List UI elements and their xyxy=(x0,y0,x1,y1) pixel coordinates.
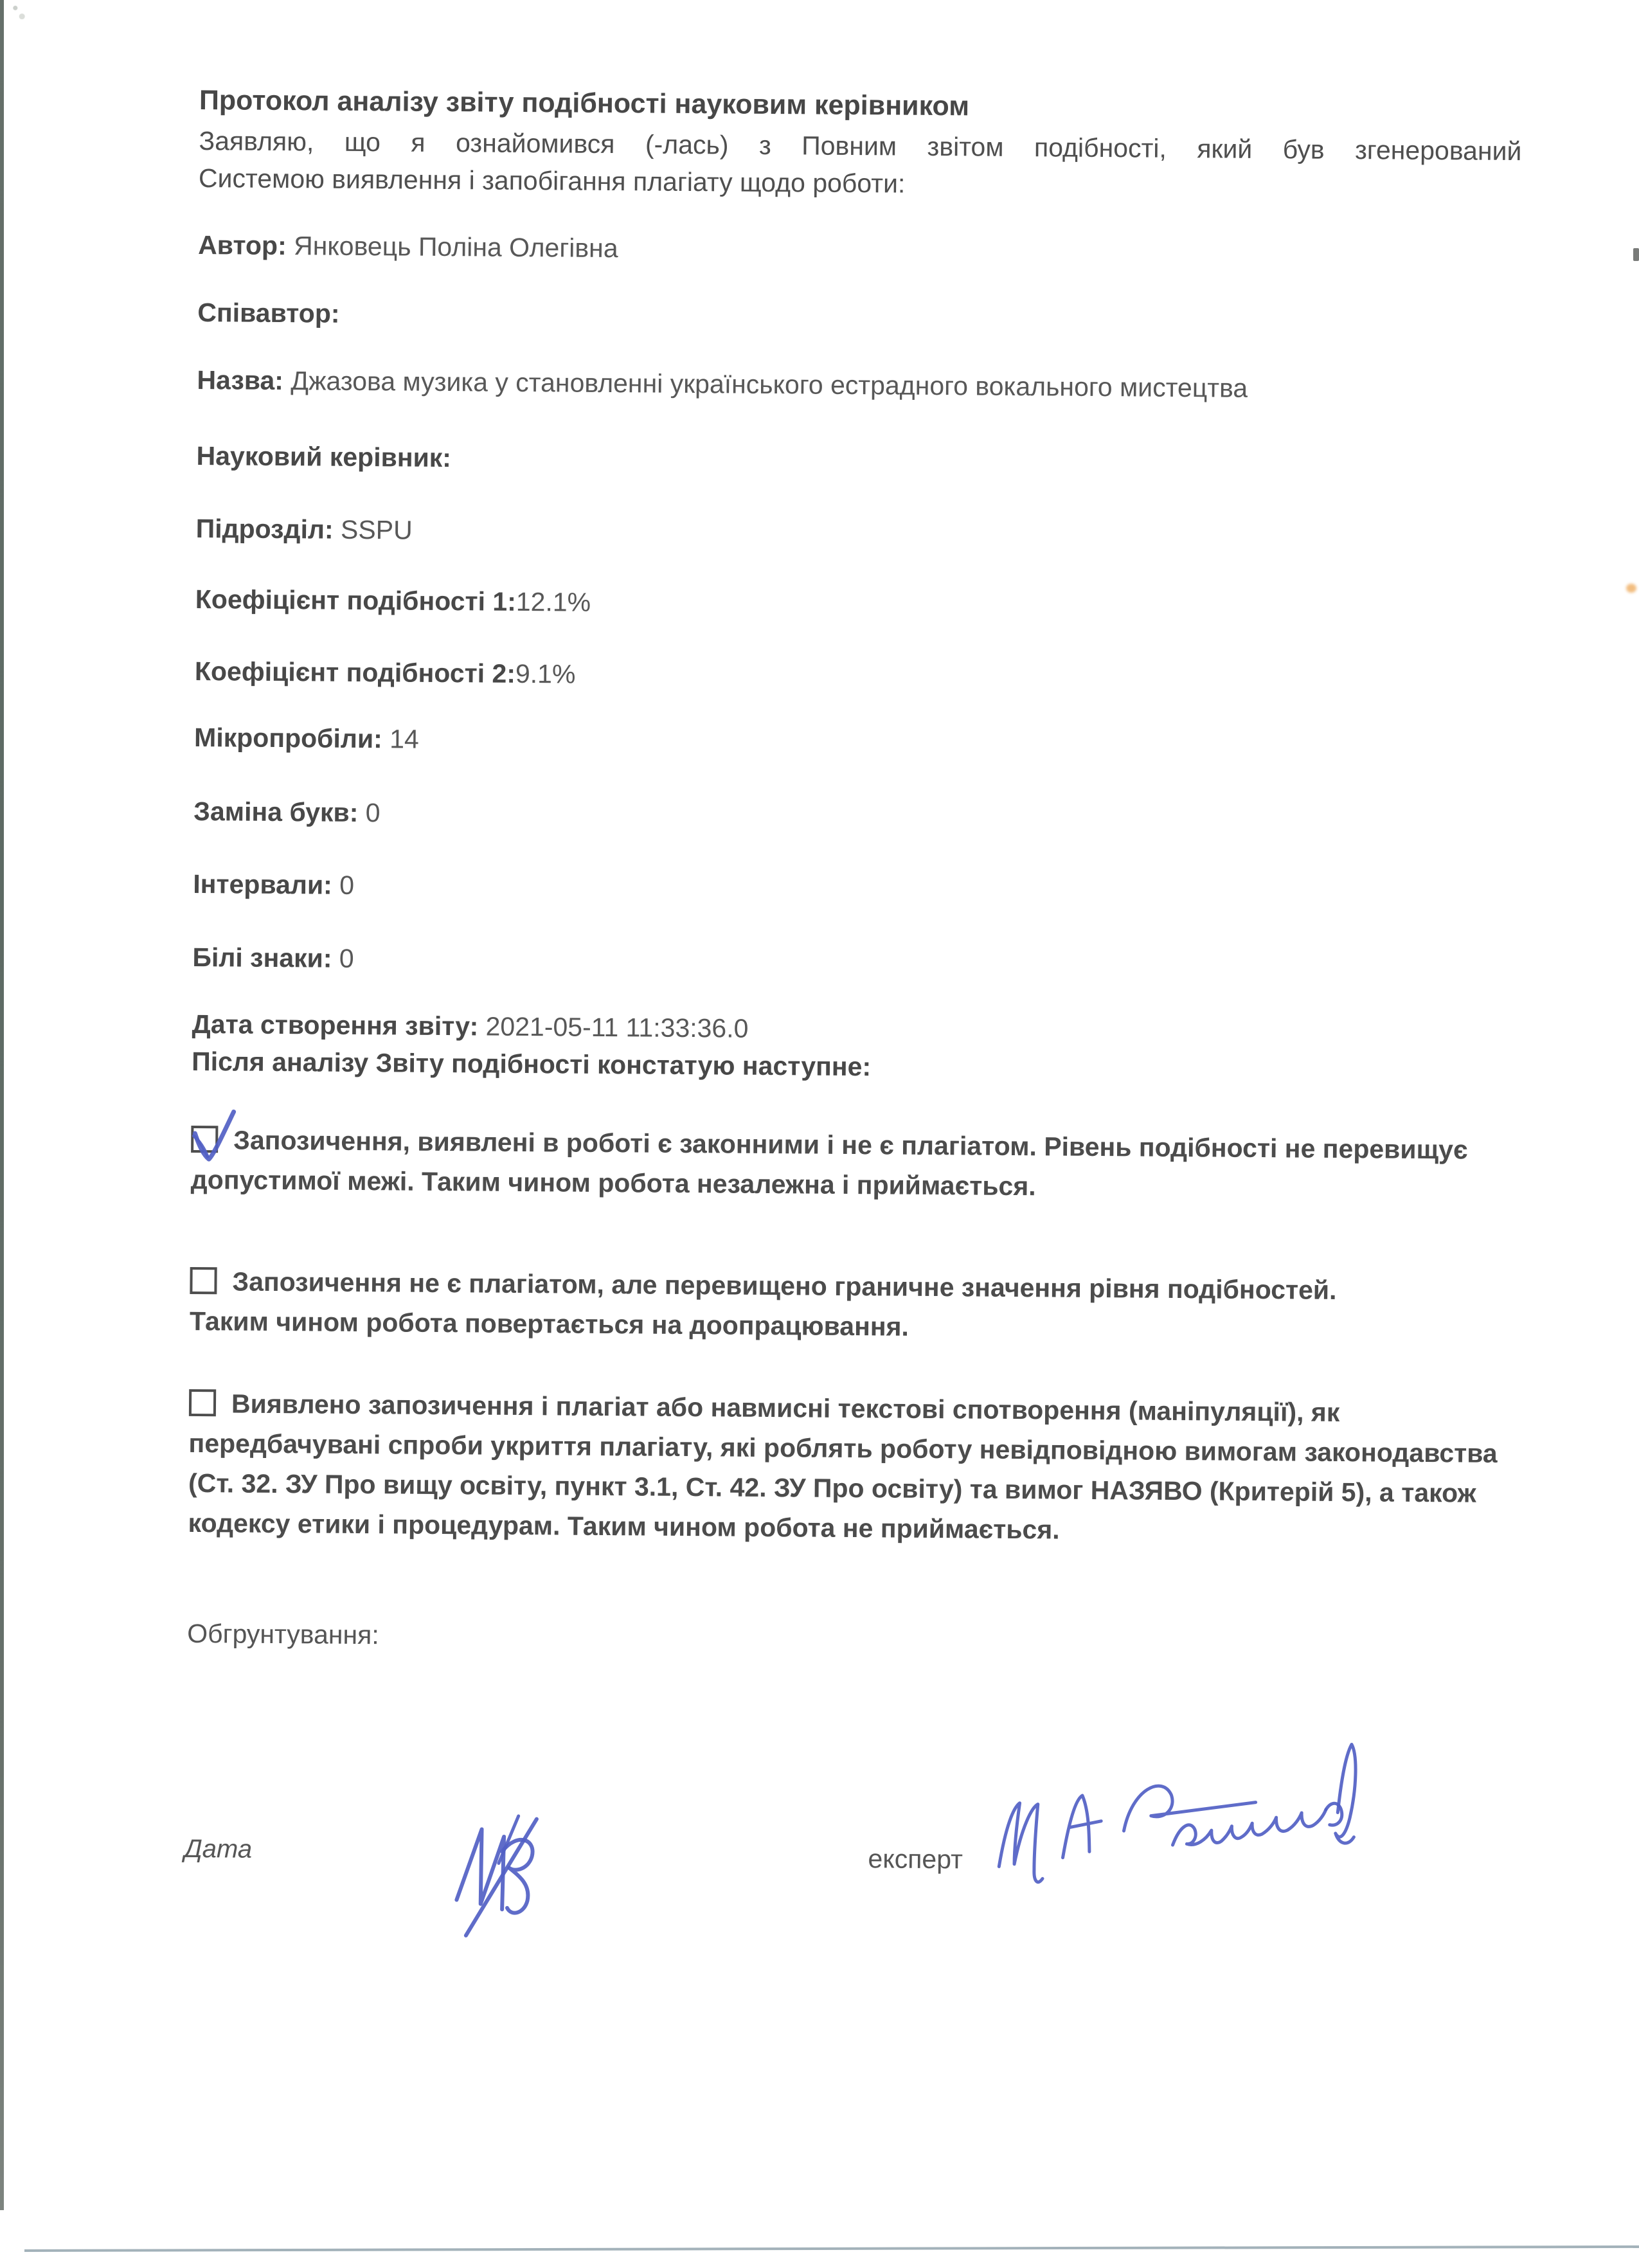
field-similarity-1-value: 12.1% xyxy=(516,587,591,617)
field-intervals xyxy=(193,869,1555,910)
field-intervals-value: 0 xyxy=(332,870,355,900)
scan-dash-right-edge xyxy=(1633,248,1639,261)
checkbox-box xyxy=(190,1267,217,1294)
option-rejected-checkbox[interactable] xyxy=(189,1389,216,1416)
option-rework-checkbox[interactable] xyxy=(190,1267,217,1294)
field-supervisor-label: Науковий керівник: xyxy=(196,441,451,473)
field-microspaces-value: 14 xyxy=(382,724,419,753)
field-white-signs-value: 0 xyxy=(332,944,354,973)
option-rework-text: Запозичення не є плагіатом, але перевищено граничне значення рівня подібностей. Таким чином робота повертається на доопрацювання. xyxy=(190,1266,1337,1341)
field-letter-substitution-value: 0 xyxy=(358,798,381,827)
field-author-label: Автор: xyxy=(198,230,287,260)
intro-paragraph-line2: Системою виявлення і запобігання плагіату щодо роботи: xyxy=(199,163,1521,204)
field-department-value: SSPU xyxy=(333,515,412,545)
scan-edge-left xyxy=(0,0,4,2210)
field-department-label: Підрозділ: xyxy=(196,514,334,544)
field-report-date-value: 2021-05-11 11:33:36.0 xyxy=(478,1011,749,1043)
statement-heading: Після аналізу Звіту подібності констатую наступне: xyxy=(192,1047,1516,1087)
option-accepted-text: Запозичення, виявлені в роботі є законними і не є плагіатом. Рівень подібності не перевищує допустимої межі. Таким чином робота незалежна і приймається. xyxy=(191,1125,1468,1201)
justification-label: Обгрунтування: xyxy=(187,1619,379,1650)
checkbox-box xyxy=(191,1126,218,1153)
field-similarity-1-label: Коефіцієнт подібності 1: xyxy=(195,584,516,616)
field-report-date xyxy=(192,1009,1554,1050)
scan-speck-topleft xyxy=(10,5,27,19)
field-coauthor-label: Співавтор: xyxy=(197,298,340,328)
intro-paragraph-line1: Заявляю, що я ознайомився (-лась) з Повним звітом подібності, який був згенерований xyxy=(199,126,1521,166)
field-microspaces-label: Мікропробіли: xyxy=(194,723,382,753)
option-accepted-checkbox[interactable] xyxy=(191,1126,218,1153)
field-coauthor xyxy=(197,298,1560,339)
field-white-signs xyxy=(192,942,1555,984)
scan-speck-orange xyxy=(1626,584,1636,593)
field-supervisor xyxy=(196,441,1559,482)
field-work-title-value: Джазова музика у становленні українського естрадного вокального мистецтва xyxy=(283,366,1248,403)
option-rejected-text: Виявлено запозичення і плагіат або навмисні текстові спотворення (маніпуляції), як передбачувані спроби укриття плагіату, які роблять роботу невідповідною вимогам законодавства (Ст. 32. ЗУ Про вищу освіту, пункт 3.1, Ст. 42. ЗУ Про освіту) та вимог НАЗЯВО (Критерій 5), а також кодексу етики і процедурам. Таким чином робота не приймається. xyxy=(188,1389,1498,1544)
page-title: Протокол аналізу звіту подібності науковим керівником xyxy=(199,85,1523,127)
expert-label: експерт xyxy=(868,1844,963,1875)
field-similarity-2-value: 9.1% xyxy=(515,659,576,689)
field-white-signs-label: Білі знаки: xyxy=(192,942,332,973)
option-rejected xyxy=(188,1383,1529,1553)
option-rework xyxy=(190,1261,1341,1350)
expert-signature xyxy=(972,1730,1368,1898)
field-letter-substitution xyxy=(193,797,1556,838)
field-similarity-1 xyxy=(195,584,1558,626)
field-work-title-label: Назва: xyxy=(197,365,283,395)
checkbox-box xyxy=(189,1389,216,1416)
field-author-value: Янковець Поліна Олегівна xyxy=(287,231,618,263)
date-label: Дата xyxy=(184,1835,252,1864)
field-author xyxy=(198,230,1561,271)
option-accepted xyxy=(191,1120,1480,1210)
field-letter-substitution-label: Заміна букв: xyxy=(193,797,358,827)
date-signature xyxy=(441,1799,573,1941)
field-microspaces xyxy=(194,723,1557,764)
field-department xyxy=(196,514,1559,555)
field-work-title xyxy=(197,365,1559,406)
field-similarity-2-label: Коефіцієнт подібності 2: xyxy=(195,656,515,688)
field-report-date-label: Дата створення звіту: xyxy=(192,1009,478,1041)
field-intervals-label: Інтервали: xyxy=(193,869,332,900)
field-similarity-2 xyxy=(195,656,1557,698)
